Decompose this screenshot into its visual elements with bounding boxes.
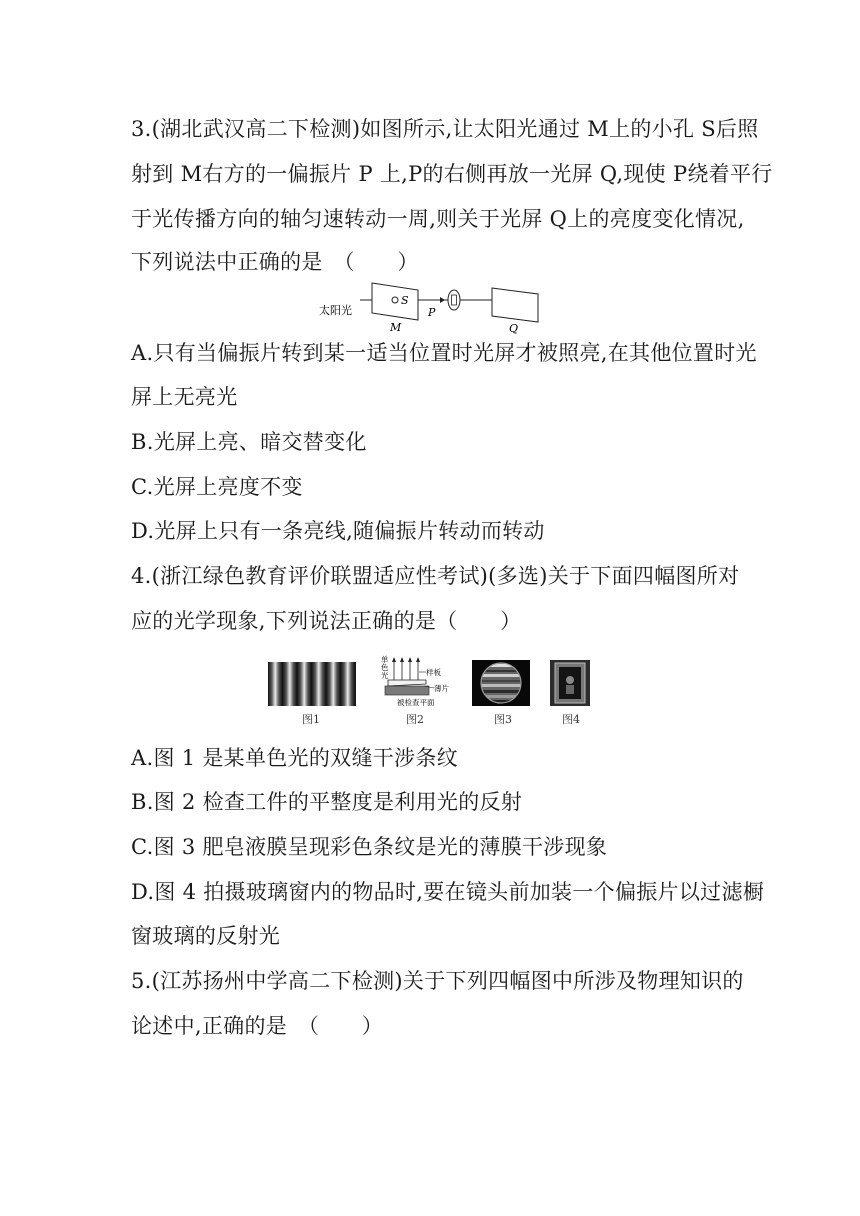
q3-polarizer-figure bbox=[316, 280, 546, 335]
ray-arrow-icon bbox=[440, 297, 445, 303]
fig4-window-photo bbox=[550, 660, 590, 706]
p-label: P bbox=[428, 306, 436, 319]
fig3-soap-film bbox=[472, 660, 530, 706]
light-rays bbox=[394, 659, 418, 681]
polarizer-mark bbox=[452, 295, 457, 305]
surface-label: 被检查平面 bbox=[397, 698, 435, 707]
light-label-char-3: 光 bbox=[381, 671, 389, 680]
q3-option-c: C.光屏上亮度不变 bbox=[131, 475, 303, 499]
q4-option-d-line-1: D.图 4 拍摄玻璃窗内的物品时,要在镜头前加装一个偏振片以过滤橱 bbox=[131, 880, 765, 904]
template-label: 样板 bbox=[426, 668, 441, 677]
q5-stem-line-2: 论述中,正确的是 （ ） bbox=[131, 1014, 384, 1038]
template-plate bbox=[388, 680, 426, 686]
sunlight-label: 太阳光 bbox=[319, 304, 352, 317]
q3-stem-line-1: 3.(湖北武汉高二下检测)如图所示,让太阳光通过 M上的小孔 S后照 bbox=[131, 117, 759, 141]
q3-option-d: D.光屏上只有一条亮线,随偏振片转动而转动 bbox=[131, 519, 545, 543]
fig1-caption: 图1 bbox=[302, 713, 320, 726]
q3-stem-line-2: 射到 M右方的一偏振片 P 上,P的右侧再放一光屏 Q,现使 P绕着平行 bbox=[131, 162, 773, 186]
fig1-interference-fringes bbox=[268, 662, 356, 706]
light-label-char-1: 单 bbox=[381, 655, 389, 664]
picture-subject bbox=[566, 676, 574, 684]
q3-option-a-line-2: 屏上无亮光 bbox=[131, 385, 238, 409]
pinhole-s bbox=[392, 297, 398, 303]
s-label: S bbox=[401, 294, 409, 307]
fig3-caption: 图3 bbox=[494, 713, 512, 726]
q3-stem-line-4: 下列说法中正确的是 （ ） bbox=[131, 250, 419, 274]
q4-stem-line-2: 应的光学现象,下列说法正确的是（ ） bbox=[131, 609, 522, 633]
q3-option-a-line-1: A.只有当偏振片转到某一适当位置时光屏才被照亮,在其他位置时光 bbox=[131, 341, 757, 365]
test-surface-block bbox=[385, 686, 429, 695]
q4-option-b: B.图 2 检查工件的平整度是利用光的反射 bbox=[131, 790, 523, 814]
screen-q bbox=[492, 288, 538, 322]
q5-stem-line-1: 5.(江苏扬州中学高二下检测)关于下列四幅图中所涉及物理知识的 bbox=[131, 969, 744, 993]
picture-subject-body bbox=[566, 685, 574, 694]
q4-stem-line-1: 4.(浙江绿色教育评价联盟适应性考试)(多选)关于下面四幅图所对 bbox=[131, 564, 740, 588]
q3-stem-line-3: 于光传播方向的轴匀速转动一周,则关于光屏 Q上的亮度变化情况, bbox=[131, 207, 745, 231]
q3-option-b: B.光屏上亮、暗交替变化 bbox=[131, 430, 367, 454]
q-label: Q bbox=[509, 322, 519, 335]
q4-option-c: C.图 3 肥皂液膜呈现彩色条纹是光的薄膜干涉现象 bbox=[131, 835, 608, 859]
m-label: M bbox=[390, 321, 402, 334]
fringe-pattern bbox=[268, 662, 356, 706]
light-label-char-2: 色 bbox=[381, 663, 389, 672]
fig2-flatness-check bbox=[378, 653, 460, 709]
film-label: 薄片 bbox=[434, 684, 449, 693]
q4-option-a: A.图 1 是某单色光的双缝干涉条纹 bbox=[131, 746, 458, 770]
ray-arrowheads-icon bbox=[392, 657, 420, 662]
fig2-caption: 图2 bbox=[406, 713, 424, 726]
fig4-caption: 图4 bbox=[562, 713, 580, 726]
q4-option-d-line-2: 窗玻璃的反射光 bbox=[131, 924, 281, 948]
